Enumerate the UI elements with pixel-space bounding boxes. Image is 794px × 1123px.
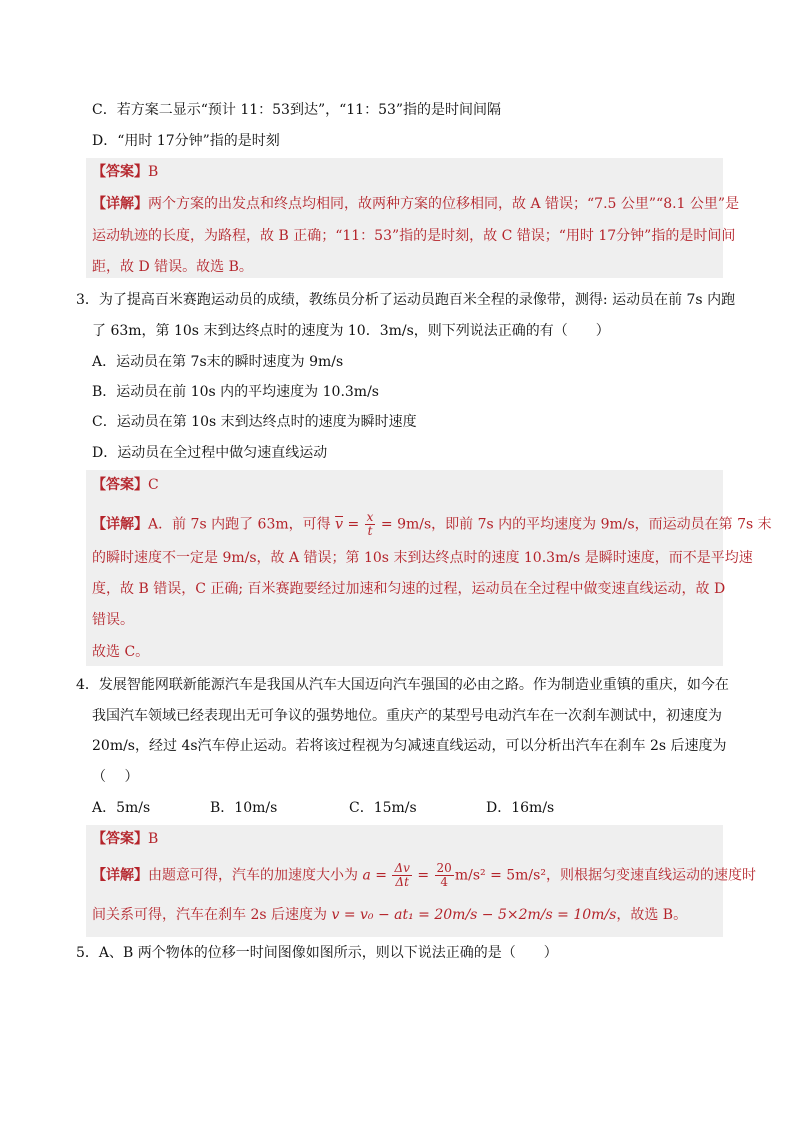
q4-stem-line-3: 20m/s，经过 4s汽车停止运动。若将该过程视为匀减速直线运动，可以分析出汽车在刹车 2s 后速度为 (92, 738, 727, 754)
q4-stem-line-1: 4．发展智能网联新能源汽车是我国从汽车大国迈向汽车强国的必由之路。作为制造业重镇的重庆，如今在 (76, 677, 729, 693)
q2-detail-line-3: 距，故 D 错误。故选 B。 (92, 259, 253, 275)
q3-detail-text-1b: = 9m/s，即前 7s 内的平均速度为 9m/s，而运动员在第 7s 末 (376, 516, 772, 533)
q4-answer-line (92, 829, 158, 849)
q4-formula-velocity: v = v₀ − at₁ = 20m/s − 5×2m/s = 10m/s (331, 907, 617, 923)
q3-stem-line-2: 了 63m，第 10s 末到达终点时的速度为 10．3m/s，则下列说法正确的有（ ） (92, 323, 610, 339)
formula-fraction (365, 511, 376, 538)
q2-detail-line-1 (92, 194, 739, 214)
formula-a: a (362, 867, 371, 884)
q2-option-c: C．若方案二显示“预计 11：53到达”，“11：53”指的是时间间隔 (92, 102, 502, 118)
q4-stem-line-2: 我国汽车领域已经表现出无可争议的强势地位。重庆产的某型号电动汽车在一次刹车测试中，初速度为 (92, 708, 722, 724)
formula-fraction-dv-dt (392, 862, 411, 889)
q3-detail-line-1 (92, 511, 772, 538)
detail-tag: 【详解】 (92, 196, 148, 212)
q3-detail-line-2: 的瞬时速度不一定是 9m/s，故 A 错误；第 10s 末到达终点时的速度 10.3m/s 是瞬时速度，而不是平均速 (92, 550, 753, 566)
q3-answer-box (86, 470, 726, 666)
q4-answer: B (148, 831, 159, 847)
q3-conclusion: 故选 C。 (92, 644, 150, 660)
q2-answer: B (148, 164, 159, 180)
answer-tag: 【答案】 (92, 831, 148, 847)
q3-option-b: B．运动员在前 10s 内的平均速度为 10.3m/s (92, 384, 379, 400)
fraction-denominator: 4 (440, 875, 448, 889)
formula-eq-1: = (370, 867, 392, 884)
q3-detail-line-3: 度，故 B 错误，C 正确; 百米赛跑要经过加速和匀速的过程，运动员在全过程中做变速直线运动，故 D (92, 581, 726, 597)
q3-stem-line-1: 3．为了提高百米赛跑运动员的成绩，教练员分析了运动员跑百米全程的录像带，测得: 运动员在前 7s 内跑 (76, 292, 736, 308)
q3-detail-text-1a: A．前 7s 内跑了 63m，可得 (148, 516, 336, 533)
q4-detail-text-1a: 由题意可得，汽车的加速度大小为 (148, 867, 363, 884)
answer-tag: 【答案】 (92, 477, 148, 493)
fraction-denominator: t (367, 524, 373, 538)
q3-detail-line-4: 错误。 (92, 612, 134, 628)
q4-detail-line-2 (92, 905, 687, 925)
formula-fraction-20-4 (435, 862, 454, 889)
q3-option-d: D．运动员在全过程中做匀速直线运动 (92, 445, 328, 461)
q3-option-a: A．运动员在第 7s末的瞬时速度为 9m/s (92, 354, 344, 370)
q4-detail-text-1b: m/s² = 5m/s²，则根据匀变速直线运动的速度时 (454, 867, 756, 884)
q4-detail-text-2a: 间关系可得，汽车在刹车 2s 后速度为 (92, 907, 332, 923)
detail-tag: 【详解】 (92, 516, 148, 533)
q4-option-a: A．5m/s (92, 800, 151, 816)
fraction-denominator: Δt (395, 875, 409, 889)
q4-option-d: D．16m/s (486, 800, 555, 816)
answer-tag: 【答案】 (92, 164, 148, 180)
formula-v-bar: $\overline{v}$ (335, 516, 344, 533)
fraction-numerator: x (366, 510, 374, 524)
q3-answer: C (148, 477, 159, 493)
formula-eq: = (343, 516, 364, 533)
fraction-numerator: 20 (436, 861, 452, 875)
q2-option-d: D．“用时 17分钟”指的是时刻 (92, 133, 280, 149)
q3-option-c: C．运动员在第 10s 末到达终点时的速度为瞬时速度 (92, 414, 417, 430)
q4-stem-line-4: （ ） (92, 769, 139, 785)
q2-detail-line-2: 运动轨迹的长度，为路程，故 B 正确；“11：53”指的是时刻，故 C 错误；“用时 17分钟”指的是时间间 (92, 228, 736, 244)
q5-stem: 5．A、B 两个物体的位移一时间图像如图所示，则以下说法正确的是（ ） (76, 945, 558, 961)
q2-answer-line (92, 162, 158, 182)
q3-answer-line (92, 475, 159, 495)
q4-detail-text-2b: ，故选 B。 (616, 907, 688, 923)
q4-detail-line-1 (92, 862, 756, 889)
q2-detail-text-1: 两个方案的出发点和终点均相同，故两种方案的位移相同，故 A 错误；“7.5 公里”“8.1 公里”是 (148, 196, 740, 212)
fraction-numerator: Δv (394, 861, 410, 875)
formula-eq-2: = (412, 867, 434, 884)
q4-option-b: B．10m/s (210, 800, 278, 816)
detail-tag: 【详解】 (92, 867, 148, 884)
q4-option-c: C．15m/s (349, 800, 417, 816)
